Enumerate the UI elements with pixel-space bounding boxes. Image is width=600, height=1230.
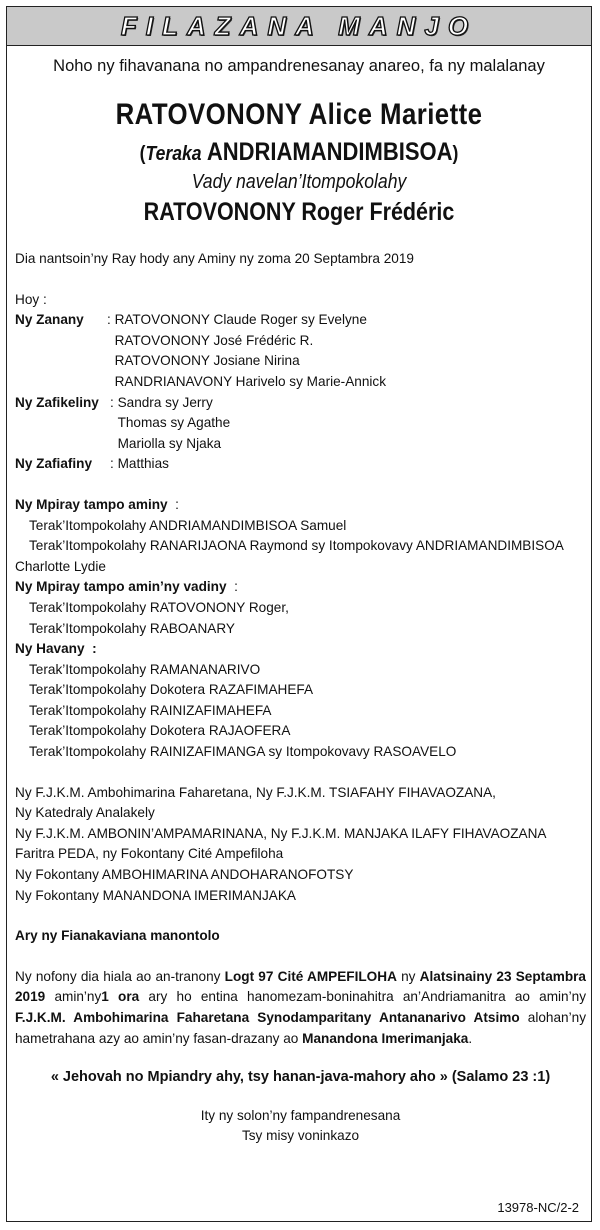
closing-line: Ity ny solon’ny fampandrenesana xyxy=(200,1107,401,1123)
list-item: Thomas sy Agathe xyxy=(117,415,231,431)
closing-line: Tsy misy voninkazo xyxy=(241,1127,360,1143)
list-item: Terak’Itompokolahy ANDRIAMANDIMBISOA Samuel xyxy=(29,517,347,533)
list-item: RATOVONONY Claude Roger sy Evelyne xyxy=(114,312,367,328)
zafiafiny-sep: : xyxy=(110,456,118,472)
notice-body xyxy=(7,249,591,1146)
church-line: Ny Katedraly Analakely xyxy=(15,805,155,821)
maiden-prefix: Teraka xyxy=(145,143,202,165)
church-line: Ny Fokontany MANANDONA IMERIMANJAKA xyxy=(15,887,297,903)
reference-number: 13978-NC/2-2 xyxy=(497,1200,579,1215)
family-all: Ary ny Fianakaviana manontolo xyxy=(15,928,220,944)
deceased-name: RATOVONONY Alice Mariette xyxy=(115,98,483,131)
list-item: RANDRIANAVONY Harivelo sy Marie-Annick xyxy=(114,373,386,389)
church-line: Faritra PEDA, ny Fokontany Cité Ampefiloha xyxy=(15,846,284,862)
funeral-paragraph: Ny nofony dia hiala ao an-tranony Logt 97 Cité AMPEFILOHA ny Alatsinainy 23 Septambra 2019 amin’ny1 ora ary ho entina hanomezam-boninahitra an’Andriamanitra ao amin’ny F.J.K.M. Ambohimarina Faharetana Synodamparitany Antananarivo Atsimo alohan’ny hametrahana azy ao amin’ny fasan-drazany ao Manandona Imerimanjaka. xyxy=(15,968,586,1046)
hoy-label: Hoy : xyxy=(15,291,47,307)
list-item: Mariolla sy Njaka xyxy=(117,435,222,451)
list-item: Sandra sy Jerry xyxy=(117,394,213,410)
mpiray-aminy-heading: Ny Mpiray tampo aminy : xyxy=(15,496,179,512)
list-item: Terak’Itompokolahy RATOVONONY Roger, xyxy=(29,599,289,615)
list-item: RATOVONONY José Frédéric R. xyxy=(114,332,314,348)
zafiafiny-group xyxy=(15,454,586,475)
bible-quote: « Jehovah no Mpiandry ahy, tsy hanan-java-mahory aho » (Salamo 23 :1) xyxy=(50,1069,551,1086)
banner-title: FILAZANA MANJO xyxy=(120,10,478,41)
zanany-group xyxy=(15,310,586,392)
maiden-name-line: (Teraka ANDRIAMANDIMBISOA) xyxy=(139,138,459,166)
zanany-label: Ny Zanany xyxy=(15,312,84,328)
spouse-line: Vady navelan’Itompokolahy xyxy=(191,171,407,193)
list-item: Terak’Itompokolahy RAINIZAFIMAHEFA xyxy=(29,702,272,718)
maiden-name: ANDRIAMANDIMBISOA xyxy=(206,138,453,166)
list-item: Terak’Itompokolahy Dokotera RAZAFIMAHEFA xyxy=(29,682,314,698)
list-item: Matthias xyxy=(117,456,169,472)
list-item: Terak’Itompokolahy RAMANANARIVO xyxy=(29,661,261,677)
obituary-notice xyxy=(6,6,592,1222)
list-item: Terak’Itompokolahy RAINIZAFIMANGA sy Itompokovavy RASOAVELO xyxy=(29,744,457,760)
havany-heading: Ny Havany : xyxy=(15,641,97,657)
church-line: Ny Fokontany AMBOHIMARINA ANDOHARANOFOTSY xyxy=(15,867,354,883)
mpiray-vadiny-heading: Ny Mpiray tampo amin’ny vadiny : xyxy=(15,579,238,595)
banner xyxy=(7,7,591,46)
list-item: RATOVONONY Josiane Nirina xyxy=(114,353,300,369)
church-line: Ny F.J.K.M. AMBONIN’AMPAMARINANA, Ny F.J.K.M. MANJAKA ILAFY FIHAVAOZANA xyxy=(15,825,547,841)
death-line: Dia nantsoin’ny Ray hody any Aminy ny zoma 20 Septambra 2019 xyxy=(15,251,414,266)
list-item: Terak’Itompokolahy RABOANARY xyxy=(29,620,236,636)
zafikeliny-label: Ny Zafikeliny xyxy=(15,394,99,410)
zafikeliny-sep: : xyxy=(110,394,118,410)
zafiafiny-label: Ny Zafiafiny xyxy=(15,456,93,472)
closing-lines xyxy=(15,1106,586,1146)
list-item: Terak’Itompokolahy RANARIJAONA Raymond sy Itompokovavy ANDRIAMANDIMBISOA xyxy=(29,538,564,554)
spouse-name: RATOVONONY Roger Frédéric xyxy=(143,198,455,226)
intro-line: Noho ny fihavanana no ampandrenesanay anareo, fa ny malalanay xyxy=(53,57,545,75)
list-item: Charlotte Lydie xyxy=(15,558,106,574)
zanany-sep: : xyxy=(107,312,115,328)
zafikeliny-group xyxy=(15,393,586,455)
list-item: Terak’Itompokolahy Dokotera RAJAOFERA xyxy=(29,723,291,739)
church-line: Ny F.J.K.M. Ambohimarina Faharetana, Ny F.J.K.M. TSIAFAHY FIHAVAOZANA, xyxy=(15,784,496,800)
